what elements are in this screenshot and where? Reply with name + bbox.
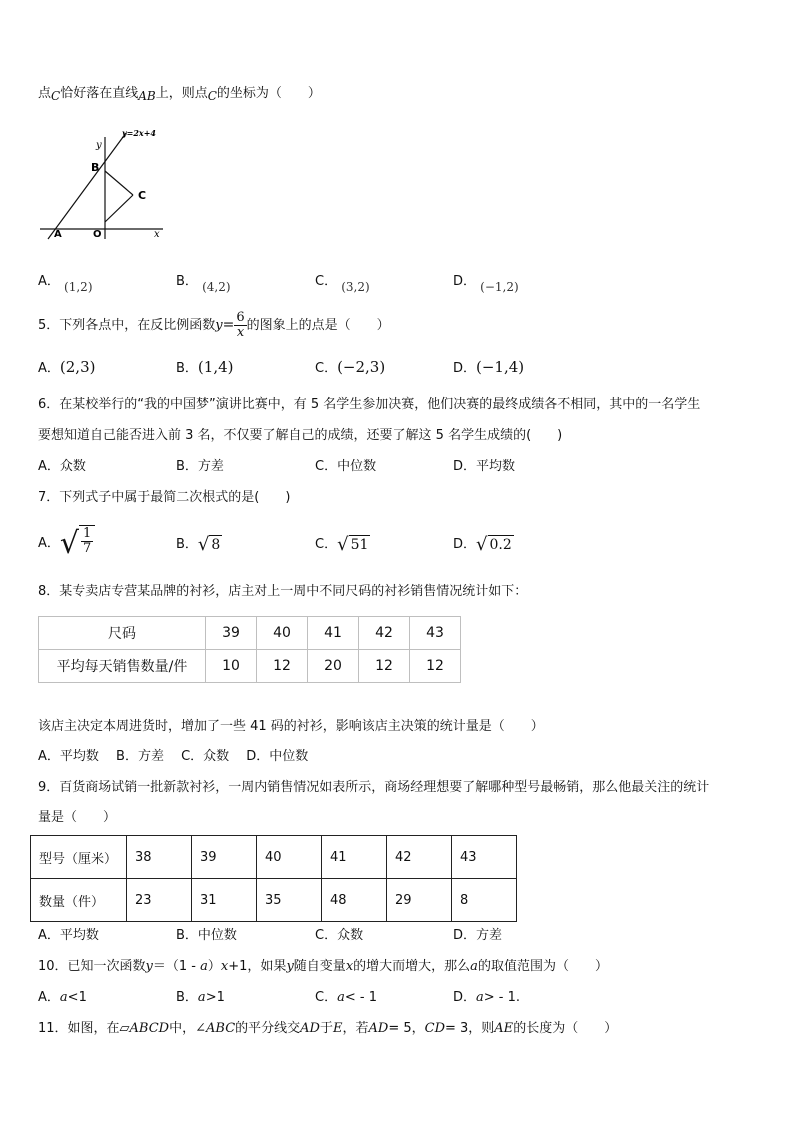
q7-stem: 7．下列式子中属于最简二次根式的是( ) — [38, 490, 291, 505]
segment-co — [105, 195, 133, 222]
option-value: <1 — [67, 990, 87, 1005]
option-value: < - 1 — [344, 990, 377, 1005]
q10-option-d[interactable] — [453, 989, 520, 1007]
option-letter: A． — [38, 536, 60, 551]
option-letter: A． — [38, 274, 60, 289]
q8-stem: 8．某专卖店专营某品牌的衬衫，店主对上一周中不同尺码的衬衫销售情况统计如下： — [38, 584, 528, 599]
q5-text-b: 的图象上的点是（ ） — [246, 318, 390, 333]
table-row — [39, 617, 461, 650]
option-letter: B． — [176, 990, 198, 1005]
option-letter: C． — [315, 361, 338, 376]
q11-text-b: 中， — [169, 1021, 196, 1036]
option-var: a — [337, 990, 345, 1005]
option-letter: C． — [315, 537, 338, 552]
table-row — [31, 879, 517, 922]
q7-den: 7 — [83, 541, 92, 556]
q10-var-a-2: a — [470, 959, 478, 974]
q10-option-c[interactable] — [315, 989, 377, 1007]
table-cell: 38 — [127, 836, 192, 879]
option-letter: D． — [453, 361, 477, 376]
q7-num: 1 — [83, 526, 92, 541]
table-cell: 10 — [206, 650, 257, 683]
option-value: 方差 — [197, 459, 224, 474]
q5-fraction — [234, 311, 246, 340]
option-letter: B． — [176, 361, 198, 376]
option-value: 51 — [350, 537, 369, 553]
table-cell: 20 — [308, 650, 359, 683]
q10-text-f: 的增大而增大，那么 — [353, 959, 471, 974]
sqrt-expression: √ 8 — [197, 534, 221, 555]
q9-option-c[interactable] — [315, 927, 363, 945]
option-value: 0.2 — [489, 537, 512, 553]
q9-line2: 量是（ ） — [38, 810, 117, 825]
q11-text-f: = 5， — [388, 1021, 425, 1036]
q5-eq: = — [222, 317, 235, 333]
option-value: > - 1. — [483, 990, 521, 1005]
q10-text-b: ＝（1 - — [152, 959, 201, 974]
q9-option-d[interactable] — [453, 927, 502, 945]
table-row — [31, 836, 517, 879]
label-b: B — [91, 161, 100, 174]
option-letter: C． — [315, 274, 338, 289]
option-var: a — [59, 990, 68, 1005]
option-value: (3,2) — [341, 280, 370, 294]
q4-var-c-2: C — [207, 89, 217, 103]
q11-e: E — [333, 1021, 343, 1036]
q4-text-b: 恰好落在直线 — [60, 86, 139, 101]
table-cell: 29 — [387, 879, 452, 922]
option-value: 中位数 — [197, 928, 237, 943]
q9-line1: 9．百货商场试销一批新款衬衫，一周内销售情况如表所示，商场经理想要了解哪种型号最畅销，那么他最关注的统计 — [38, 780, 710, 795]
table-cell: 12 — [359, 650, 410, 683]
table-cell: 42 — [387, 836, 452, 879]
label-equation: y=2x+4 — [122, 128, 156, 138]
line-ab — [48, 133, 126, 239]
table-cell: 41 — [322, 836, 387, 879]
q6-option-a[interactable] — [38, 458, 86, 476]
table-cell: 31 — [192, 879, 257, 922]
table-cell: 12 — [410, 650, 461, 683]
option-value: 平均数 — [476, 459, 516, 474]
option-value: (1,4) — [197, 358, 234, 376]
q11-text-c: 的平分线交 — [235, 1021, 301, 1036]
option-value: (−2,3) — [337, 358, 386, 376]
q7-option-d[interactable] — [453, 535, 514, 555]
option-value: (−1,4) — [476, 358, 525, 376]
q5-option-d[interactable] — [453, 358, 524, 378]
table-cell: 40 — [257, 617, 308, 650]
table-cell: 39 — [206, 617, 257, 650]
parallelogram-symbol: ▱ — [119, 1021, 130, 1036]
table-cell: 41 — [308, 617, 359, 650]
table-cell: 39 — [192, 836, 257, 879]
q9-table — [30, 835, 517, 922]
q10-option-b[interactable] — [176, 989, 225, 1007]
option-letter: D． — [453, 928, 477, 943]
option-letter: D． — [453, 990, 477, 1005]
option-letter: D． — [453, 459, 477, 474]
q5-den: x — [236, 325, 245, 340]
q4-option-d[interactable] — [453, 272, 519, 294]
option-var: a — [476, 990, 484, 1005]
q4-text-d: 的坐标为（ ） — [216, 86, 321, 101]
table-cell: 23 — [127, 879, 192, 922]
q11-stem — [38, 1020, 617, 1038]
table-header: 型号（厘米） — [31, 836, 127, 879]
q9-option-a[interactable] — [38, 927, 99, 945]
q7-option-b[interactable] — [176, 535, 222, 555]
q10-text-e: 随自变量 — [293, 959, 346, 974]
q6-option-d[interactable] — [453, 458, 515, 476]
option-letter: B． — [176, 537, 198, 552]
q5-func-y: y — [215, 318, 223, 333]
sqrt-expression: √ 51 — [337, 534, 369, 555]
option-letter: A． — [38, 990, 60, 1005]
q10-text-d: +1，如果 — [228, 959, 287, 974]
option-letter: A． — [38, 928, 60, 943]
table-row — [39, 650, 461, 683]
q11-text-a: 11．如图，在 — [38, 1021, 120, 1036]
option-letter: C． — [315, 459, 338, 474]
q5-stem — [38, 308, 390, 343]
q11-cd: CD — [424, 1021, 445, 1036]
option-value: 平均数 — [59, 928, 99, 943]
q4-var-c: C — [51, 89, 61, 103]
q5-option-c[interactable] — [315, 358, 385, 378]
q10-text-a: 10．已知一次函数 — [38, 959, 146, 974]
q10-var-x: x — [220, 959, 229, 974]
q10-var-x-2: x — [345, 959, 354, 974]
q11-text-e: ，若 — [342, 1021, 369, 1036]
q11-text-g: = 3，则 — [445, 1021, 495, 1036]
q6-line1: 6．在某校举行的“我的中国梦”演讲比赛中，有 5 名学生参加决赛，他们决赛的最终成绩各不相同，其中的一名学生 — [38, 397, 701, 412]
q10-text-g: 的取值范围为（ ） — [477, 959, 608, 974]
q10-func-y: y — [145, 959, 153, 974]
option-value: (−1,2) — [480, 280, 519, 294]
option-value: 众数 — [59, 459, 86, 474]
option-letter: B． — [176, 459, 198, 474]
q11-abcd: ABCD — [129, 1021, 170, 1036]
q6-line2: 要想知道自己能否进入前 3 名，不仅要了解自己的成绩，还要了解这 5 名学生成绩的( ) — [38, 428, 563, 443]
q10-stem — [38, 958, 608, 976]
q6-option-b[interactable] — [176, 458, 224, 476]
q11-angle: ∠ABC — [195, 1021, 236, 1036]
q4-option-a[interactable] — [38, 272, 93, 294]
option-value: 众数 — [337, 928, 364, 943]
q8-question: 该店主决定本周进货时，增加了一些 41 码的衬衫，影响该店主决策的统计量是（ ） — [38, 719, 544, 734]
sqrt-expression: √ $\frac{1}{7}$ — [60, 525, 95, 563]
label-a: A — [54, 229, 62, 240]
option-value: 8 — [211, 537, 221, 553]
q4-stem — [38, 85, 321, 105]
q10-text-c: ） — [207, 959, 221, 974]
q8-options[interactable]: A．平均数 B．方差 C．众数 D．中位数 — [38, 749, 309, 764]
segment-bc — [105, 171, 133, 195]
table-cell: 12 — [257, 650, 308, 683]
q4-option-b[interactable] — [176, 272, 231, 294]
option-value: >1 — [205, 990, 225, 1005]
q5-option-a[interactable] — [38, 358, 95, 378]
q10-func-y-2: y — [286, 959, 294, 974]
option-value: (4,2) — [202, 280, 231, 294]
q8-table — [38, 616, 461, 683]
table-cell: 42 — [359, 617, 410, 650]
option-letter: C． — [315, 990, 338, 1005]
q4-text-a: 点 — [38, 86, 52, 101]
option-value: (1,2) — [64, 280, 93, 294]
option-value: 方差 — [476, 928, 503, 943]
table-header: 尺码 — [39, 617, 206, 650]
option-value: (2,3) — [59, 358, 96, 376]
label-c: C — [138, 189, 147, 202]
q7-option-c[interactable] — [315, 535, 370, 555]
q4-option-c[interactable] — [315, 272, 370, 294]
option-letter: A． — [38, 361, 60, 376]
option-var: a — [197, 990, 206, 1005]
q4-figure — [38, 125, 173, 240]
option-letter: A． — [38, 459, 60, 474]
label-o: O — [93, 229, 102, 240]
q9-option-b[interactable] — [176, 927, 237, 945]
table-cell: 8 — [452, 879, 517, 922]
table-cell: 40 — [257, 836, 322, 879]
table-header: 平均每天销售数量/件 — [39, 650, 206, 683]
q11-text-d: 于 — [319, 1021, 333, 1036]
q11-text-h: 的长度为（ ） — [513, 1021, 618, 1036]
option-letter: D． — [453, 537, 477, 552]
sqrt-expression: √ 0.2 — [476, 534, 512, 555]
option-value: 中位数 — [337, 459, 377, 474]
q7-option-a[interactable] — [38, 524, 95, 564]
q11-ad: AD — [300, 1021, 320, 1036]
q11-ad-2: AD — [368, 1021, 389, 1036]
q10-var-a: a — [200, 959, 208, 974]
option-letter: D． — [453, 274, 477, 289]
table-cell: 43 — [452, 836, 517, 879]
q5-option-b[interactable] — [176, 358, 233, 378]
q4-var-ab: AB — [138, 89, 156, 103]
table-cell: 43 — [410, 617, 461, 650]
table-cell: 35 — [257, 879, 322, 922]
q10-option-a[interactable] — [38, 989, 87, 1007]
table-cell: 48 — [322, 879, 387, 922]
q7-fraction — [81, 527, 93, 556]
option-letter: B． — [176, 928, 198, 943]
q4-text-c: 上，则点 — [155, 86, 208, 101]
q11-ae: AE — [494, 1021, 514, 1036]
option-letter: B． — [176, 274, 198, 289]
label-y: y — [96, 140, 102, 151]
option-letter: C． — [315, 928, 338, 943]
label-x: x — [154, 229, 160, 240]
q5-num: 6 — [236, 310, 245, 325]
q5-text-a: 5．下列各点中，在反比例函数 — [38, 318, 216, 333]
q6-option-c[interactable] — [315, 458, 376, 476]
table-header: 数量（件） — [31, 879, 127, 922]
